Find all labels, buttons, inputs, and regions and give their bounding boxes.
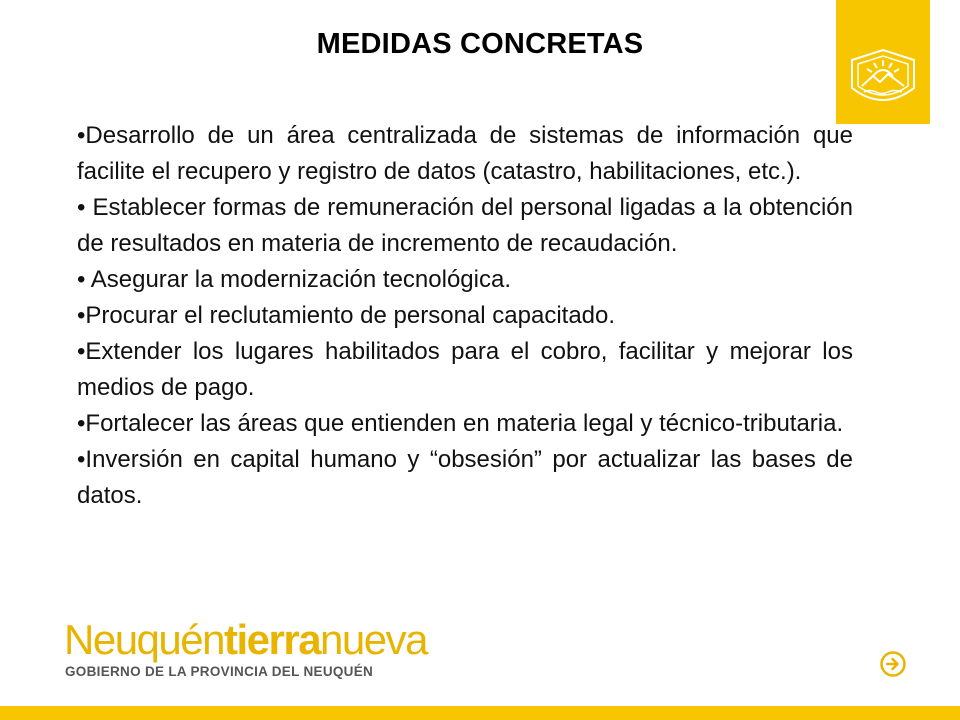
bullet-item-2: • Establecer formas de remuneración del personal ligadas a la obtención de resultados en materia de incremento de recaudación. <box>77 194 853 257</box>
brand-subtitle: GOBIERNO DE LA PROVINCIA DEL NEUQUÉN <box>65 664 374 679</box>
province-emblem-icon <box>846 46 920 112</box>
slide-title: MEDIDAS CONCRETAS <box>316 28 644 60</box>
brand-name-part-nueva: nueva <box>320 616 427 663</box>
emblem-banner <box>836 0 930 124</box>
brand-name-part-tierra: tierra <box>223 616 321 663</box>
brand-name-part-neuquen: Neuquén <box>64 616 224 663</box>
bullet-item-7: •Inversión en capital humano y “obsesión” por actualizar las bases de datos. <box>77 446 853 509</box>
bullet-item-6: •Fortalecer las áreas que entienden en materia legal y técnico-tributaria. <box>77 410 844 437</box>
arrow-right-circle-icon <box>879 650 907 678</box>
bullet-item-4: •Procurar el reclutamiento de personal capacitado. <box>77 302 616 329</box>
bullet-item-1: •Desarrollo de un área centralizada de sistemas de información que facilite el recupero y registro de datos (catastro, habilitaciones, etc.). <box>77 122 853 185</box>
bullet-list <box>77 118 853 514</box>
next-slide-button[interactable] <box>879 650 907 678</box>
bottom-accent-bar <box>0 706 960 720</box>
brand-logo <box>64 618 444 688</box>
brand-name <box>64 618 427 662</box>
bullet-item-5: •Extender los lugares habilitados para el cobro, facilitar y mejorar los medios de pago. <box>77 338 853 401</box>
bullet-item-3: • Asegurar la modernización tecnológica. <box>77 266 511 293</box>
